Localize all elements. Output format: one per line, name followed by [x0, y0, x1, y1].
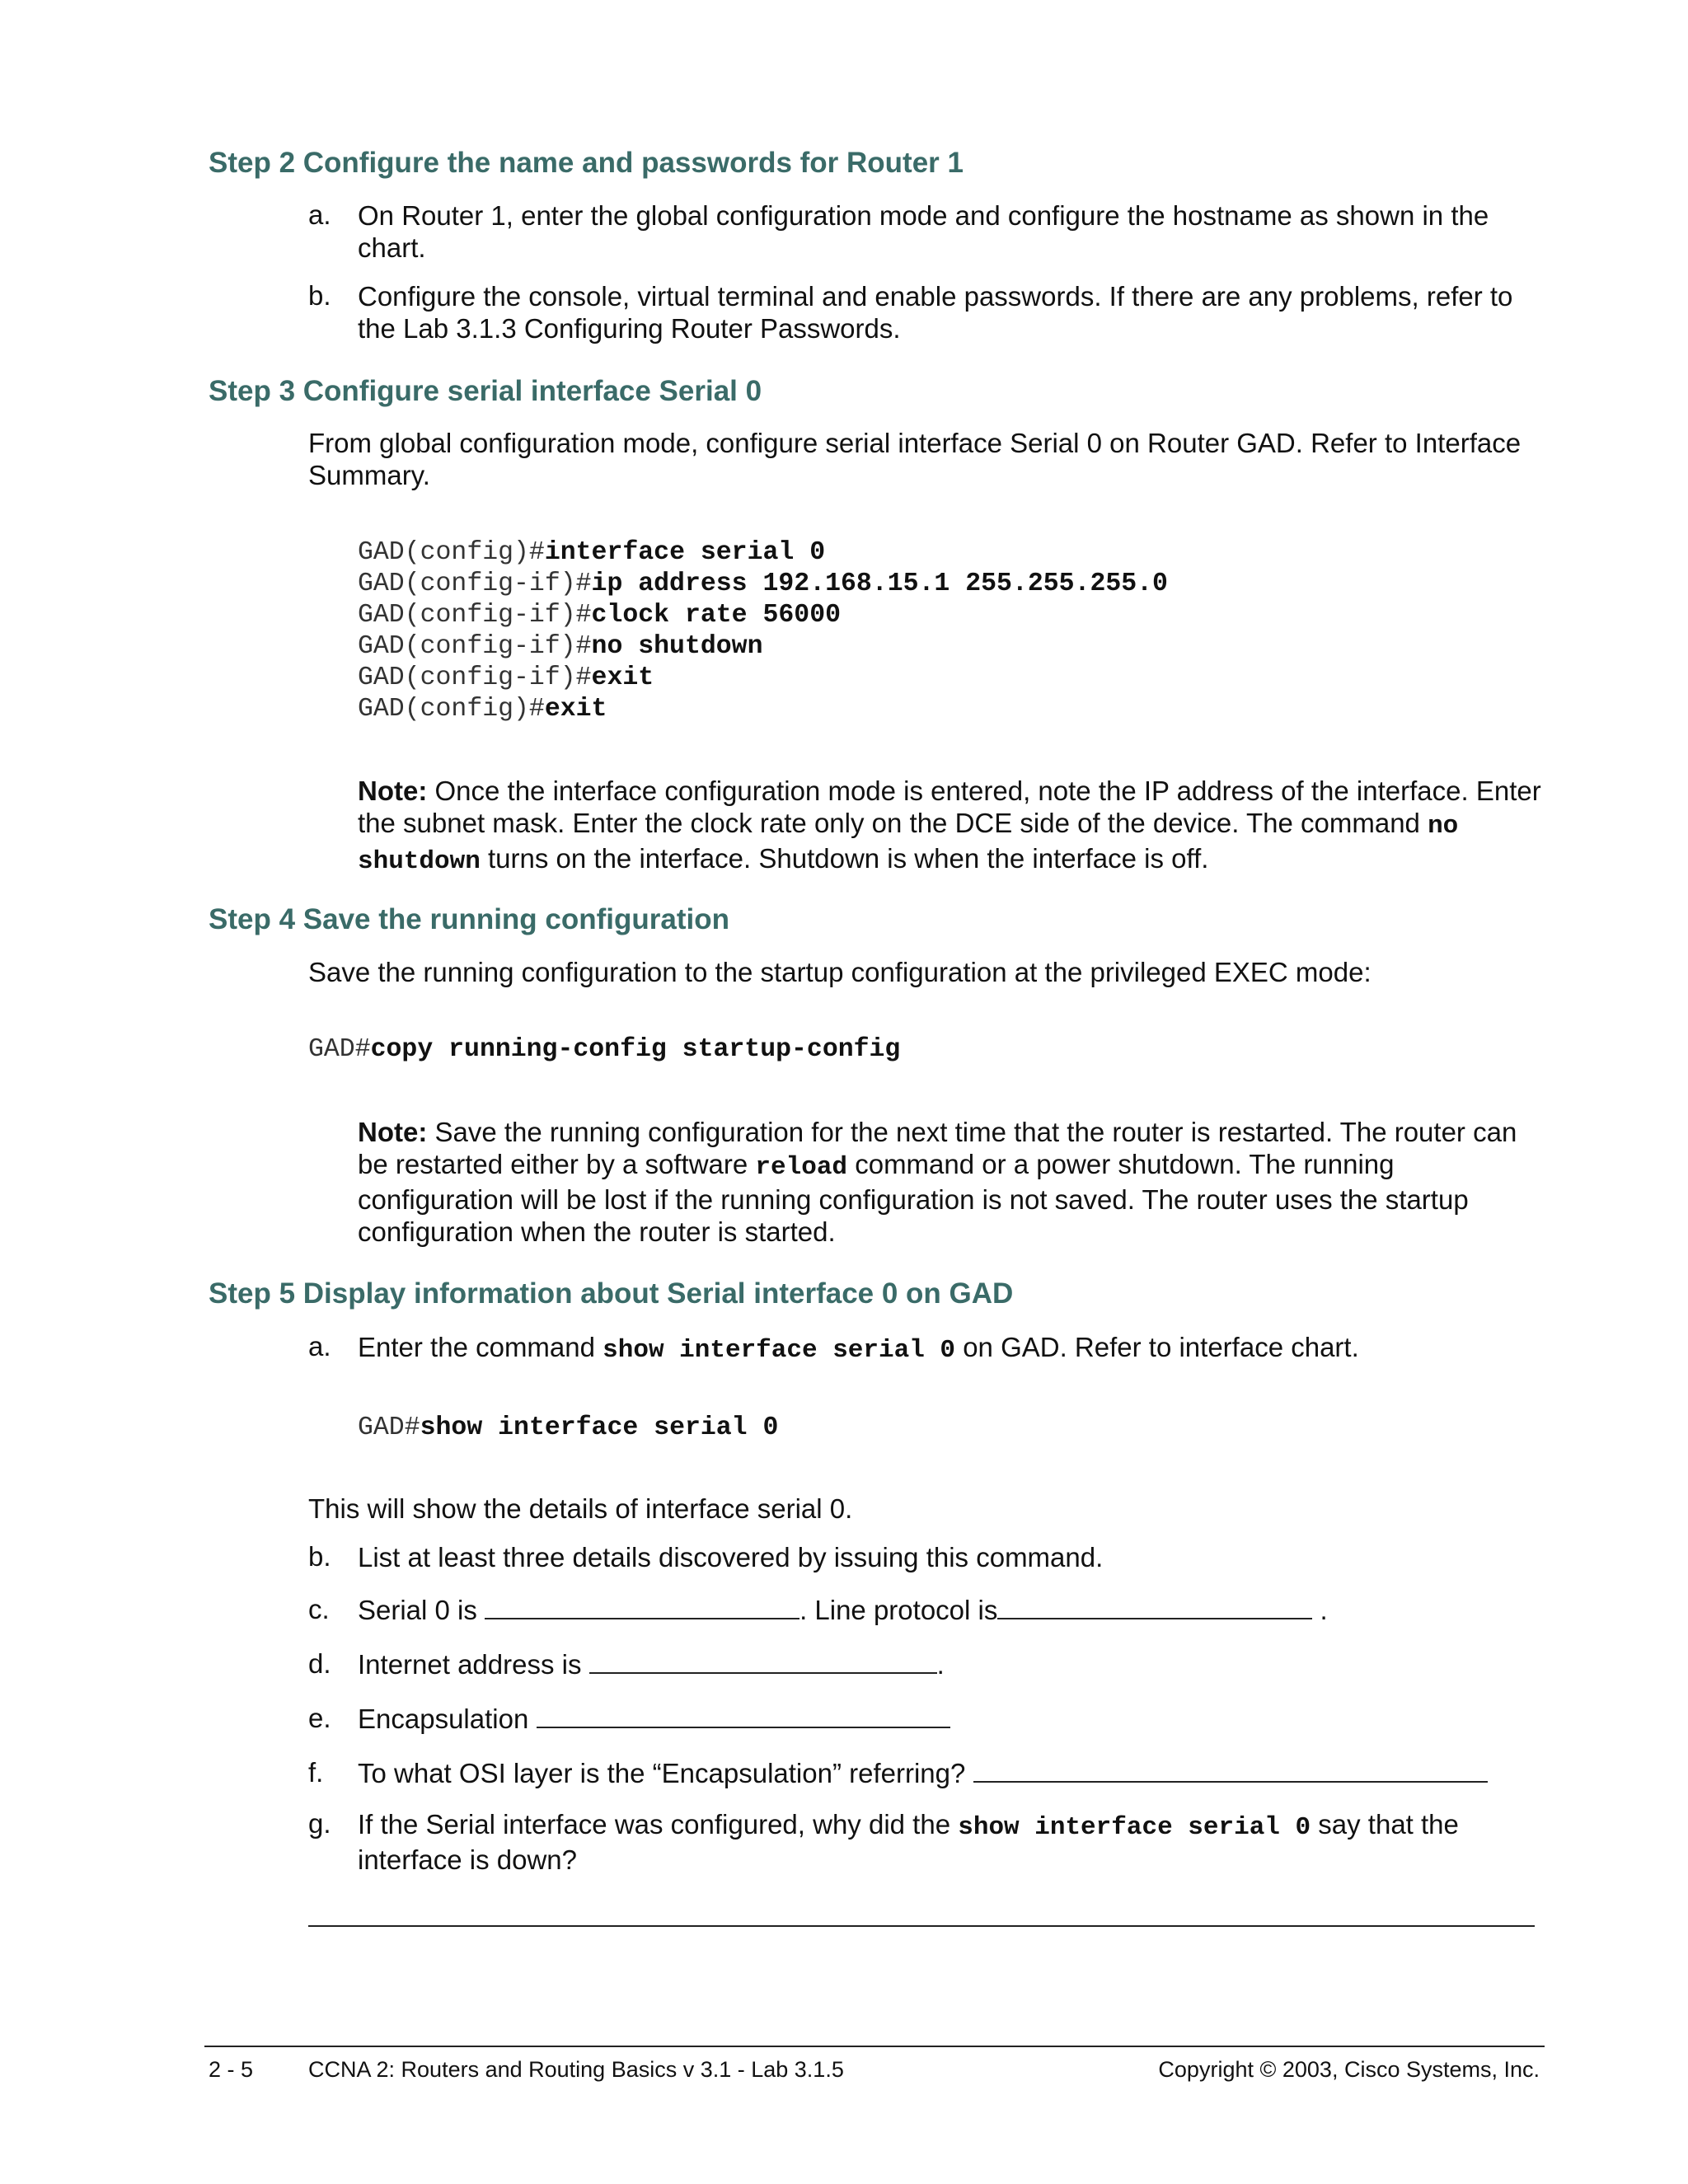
step-4-note — [358, 1116, 1545, 1248]
item-text: If the Serial interface was configured, why did the — [358, 1809, 959, 1840]
step-2-heading: Step 2 Configure the name and passwords for Router 1 — [209, 147, 964, 179]
command-prompt: GAD# — [308, 1035, 371, 1064]
note-code: no shutdown — [358, 812, 1459, 876]
command-text: clock rate 56000 — [591, 601, 841, 630]
command-text: show interface serial 0 — [420, 1413, 779, 1442]
command-prompt: GAD(config-if)# — [358, 601, 592, 630]
step-5-item-e-text — [358, 1703, 950, 1735]
step-3-command-line — [358, 600, 841, 631]
command-prompt: GAD# — [358, 1413, 420, 1442]
step-5-item-f-letter: f. — [308, 1757, 324, 1788]
step-3-command-line — [358, 694, 607, 725]
step-3-command-line — [358, 631, 762, 663]
item-text: Encapsulation — [358, 1704, 529, 1734]
item-text: . Line protocol is — [799, 1595, 998, 1625]
step-5-item-f-text — [358, 1757, 1488, 1789]
command-prompt: GAD(config-if)# — [358, 663, 592, 692]
step-5-item-g-text — [358, 1808, 1545, 1876]
step-5-item-d-text — [358, 1648, 945, 1680]
step-5-item-b-letter: b. — [308, 1541, 331, 1572]
step-3-heading: Step 3 Configure serial interface Serial 0 — [209, 375, 762, 407]
answer-blank-encapsulation[interactable] — [537, 1704, 950, 1728]
command-prompt: GAD(config)# — [358, 538, 545, 567]
item-text: say that the interface is down? — [358, 1809, 1459, 1875]
item-text: on GAD. Refer to interface chart. — [955, 1332, 1359, 1362]
command-text: no shutdown — [591, 632, 763, 661]
command-text: exit — [591, 663, 654, 692]
step-4-command-line — [308, 1034, 900, 1066]
step-3-command-line — [358, 537, 825, 569]
item-text: Serial 0 is — [358, 1595, 477, 1625]
footer-divider — [204, 2046, 1545, 2047]
command-prompt: GAD(config-if)# — [358, 569, 592, 598]
step-2-item-a-letter: a. — [308, 199, 331, 230]
inline-code: show interface serial 0 — [603, 1336, 956, 1365]
answer-blank-line-protocol[interactable] — [997, 1595, 1312, 1619]
note-label: Note: — [358, 1117, 428, 1147]
step-5-item-a-letter: a. — [308, 1331, 331, 1361]
step-2-item-a-text: On Router 1, enter the global configuration mode and configure the hostname as shown in the chart. — [358, 200, 1489, 263]
command-prompt: GAD(config)# — [358, 695, 545, 724]
step-5-detail-text: This will show the details of interface serial 0. — [308, 1493, 853, 1524]
step-5-command-line — [358, 1413, 778, 1444]
step-5-item-b-text: List at least three details discovered by issuing this command. — [358, 1542, 1104, 1572]
answer-blank-internet-address[interactable] — [589, 1649, 937, 1674]
command-text: exit — [544, 695, 607, 724]
note-text: command or a power shutdown. The running configuration will be lost if the running configuration is not saved. The router uses the startup configuration when the router is started. — [358, 1149, 1469, 1247]
item-text: . — [936, 1649, 945, 1680]
step-5-heading: Step 5 Display information about Serial interface 0 on GAD — [209, 1277, 1014, 1310]
step-2-item-b-text: Configure the console, virtual terminal and enable passwords. If there are any problems, refer to the Lab 3.1.3 Configuring Router Passwords. — [358, 281, 1513, 344]
note-code: reload — [755, 1153, 848, 1182]
footer-copyright: Copyright © 2003, Cisco Systems, Inc. — [1158, 2057, 1540, 2082]
footer-page-number: 2 - 5 — [209, 2057, 254, 2082]
answer-blank-serial-status[interactable] — [485, 1595, 799, 1619]
step-3-command-line — [358, 569, 1168, 600]
answer-blank-osi-layer[interactable] — [973, 1758, 1488, 1783]
item-text: . — [1312, 1595, 1328, 1625]
step-5-item-g-letter: g. — [308, 1808, 331, 1839]
item-text: To what OSI layer is the “Encapsulation” referring? — [358, 1758, 966, 1788]
step-5-item-d-letter: d. — [308, 1648, 331, 1679]
answer-line[interactable] — [308, 1925, 1535, 1927]
command-prompt: GAD(config-if)# — [358, 632, 592, 661]
step-3-note — [358, 775, 1545, 878]
step-3-intro: From global configuration mode, configure serial interface Serial 0 on Router GAD. Refer to Interface Summary. — [308, 428, 1522, 490]
step-2-item-b-letter: b. — [308, 280, 331, 311]
note-text: Save the running configuration for the next time that the router is restarted. The router can be restarted either by a software — [358, 1117, 1517, 1179]
command-text: interface serial 0 — [544, 538, 826, 567]
footer-course-title: CCNA 2: Routers and Routing Basics v 3.1 - Lab 3.1.5 — [308, 2057, 844, 2082]
note-text: Once the interface configuration mode is entered, note the IP address of the interface. Enter the subnet mask. Enter the clock rate only on the DCE side of the device. The command — [358, 776, 1541, 838]
step-4-heading: Step 4 Save the running configuration — [209, 903, 729, 935]
step-3-command-line — [358, 663, 654, 694]
note-text: turns on the interface. Shutdown is when the interface is off. — [480, 843, 1209, 874]
command-text: copy running-config startup-config — [370, 1035, 901, 1064]
note-label: Note: — [358, 776, 428, 806]
item-text: Internet address is — [358, 1649, 582, 1680]
step-4-intro: Save the running configuration to the startup configuration at the privileged EXEC mode: — [308, 957, 1372, 987]
inline-code: show interface serial 0 — [958, 1813, 1311, 1842]
command-text: ip address 192.168.15.1 255.255.255.0 — [591, 569, 1168, 598]
item-text: Enter the command — [358, 1332, 603, 1362]
step-5-item-c-letter: c. — [308, 1594, 330, 1624]
step-5-item-c-text — [358, 1594, 1328, 1626]
step-5-item-e-letter: e. — [308, 1703, 331, 1733]
step-5-item-a-text — [358, 1331, 1545, 1366]
